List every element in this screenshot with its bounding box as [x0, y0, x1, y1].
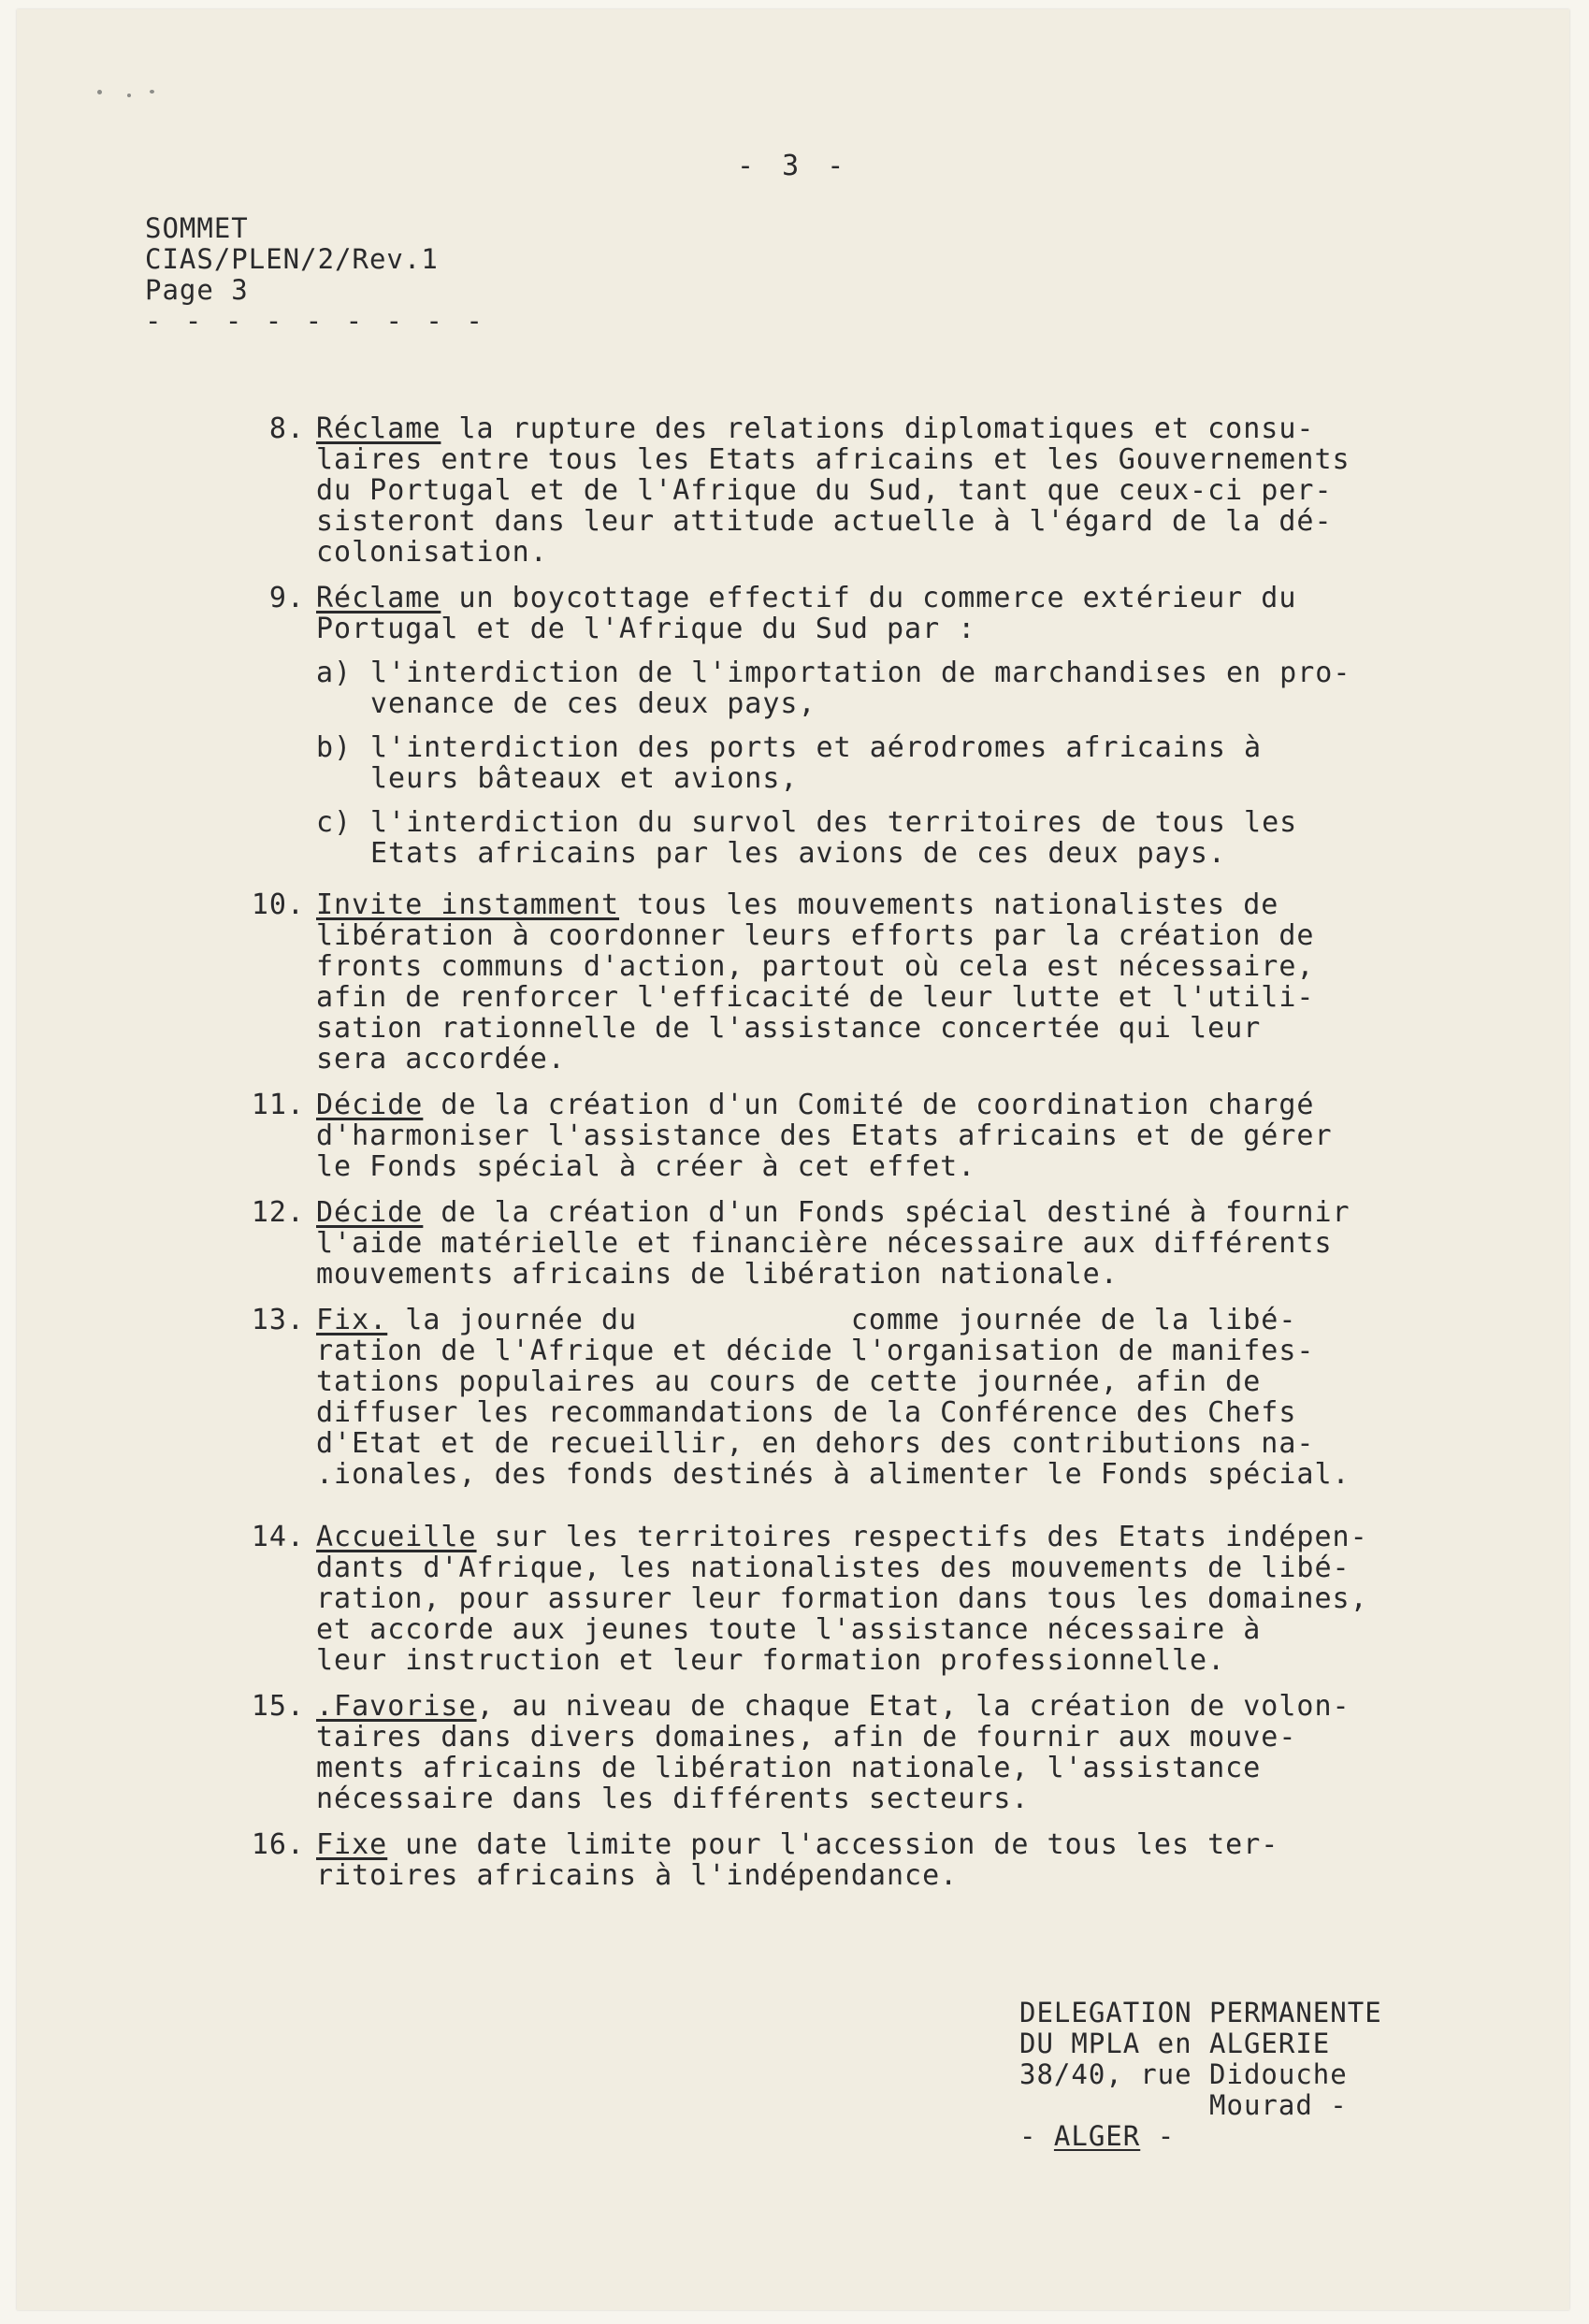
paragraph-line: l'aide matérielle et financière nécessaire aux différents	[316, 1227, 1333, 1260]
paragraph-line: sur les territoires respectifs des Etats indépen-	[476, 1521, 1368, 1553]
paragraph-number: 10.	[251, 888, 305, 921]
paragraph-line: d'Etat et de recueillir, en dehors des contributions na-	[316, 1427, 1315, 1460]
resolution-paragraph	[268, 582, 1495, 870]
resolution-paragraph	[268, 412, 1495, 569]
paragraph-line: mouvements africains de libération nationale.	[316, 1258, 1119, 1291]
paragraph-line: d'harmoniser l'assistance des Etats africains et de gérer	[316, 1119, 1333, 1152]
paragraph-keyword: Réclame	[316, 582, 441, 614]
paragraph-line: afin de renforcer l'efficacité de leur lutte et l'utili-	[316, 981, 1315, 1014]
resolution-paragraph	[251, 1690, 1495, 1815]
sub-item-line: l'interdiction du survol des territoires de tous les	[370, 806, 1298, 839]
resolution-paragraph	[251, 1304, 1495, 1491]
paragraph-number: 8.	[268, 412, 305, 445]
signature-dash-right: -	[1140, 2120, 1176, 2152]
paragraph-line: de la création d'un Fonds spécial destiné à fournir	[423, 1196, 1351, 1229]
paragraph-number: 11.	[251, 1089, 305, 1121]
paragraph-keyword: Décide	[316, 1196, 424, 1229]
paragraph-line: sera accordée.	[316, 1043, 566, 1075]
paragraph-line: tations populaires au cours de cette journée, afin de	[316, 1365, 1262, 1398]
sub-item-label: b)	[316, 731, 353, 764]
paragraph-number: 13.	[251, 1304, 305, 1336]
paragraph-line: dants d'Afrique, les nationalistes des mouvements de libé-	[316, 1552, 1351, 1584]
sub-item-line: Etats africains par les avions de ces deux pays.	[370, 837, 1226, 870]
paragraph-line: tous les mouvements nationalistes de	[619, 888, 1279, 921]
paragraph-text	[316, 1691, 1495, 1814]
paragraph-line: et accorde aux jeunes toute l'assistance nécessaire à	[316, 1613, 1262, 1646]
signature-block	[1019, 1998, 1382, 2152]
paragraph-line: une date limite pour l'accession de tous les ter-	[387, 1828, 1279, 1861]
paragraph-number: 12.	[251, 1196, 305, 1229]
sub-item-line: venance de ces deux pays,	[370, 687, 816, 720]
paragraph-text	[316, 889, 1495, 1075]
resolution-body	[251, 412, 1495, 1906]
paragraph-text	[316, 413, 1495, 568]
paragraph-line: laires entre tous les Etats africains et les Gouvernements	[316, 443, 1351, 476]
paragraph-line: ments africains de libération nationale, l'assistance	[316, 1752, 1262, 1784]
paragraph-number: 14.	[251, 1521, 305, 1553]
paragraph-line: diffuser les recommandations de la Conférence des Chefs	[316, 1396, 1297, 1429]
paragraph-text	[316, 1197, 1495, 1290]
paragraph-line: la rupture des relations diplomatiques et consu-	[441, 412, 1315, 445]
signature-line-1: DELEGATION PERMANENTE	[1019, 1997, 1382, 2028]
paragraph-line: taires dans divers domaines, afin de fournir aux mouve-	[316, 1721, 1297, 1754]
paragraph-line: nécessaire dans les différents secteurs.	[316, 1783, 1030, 1815]
paragraph-text	[316, 1829, 1495, 1891]
header-rule: - - - - - - - - -	[145, 305, 486, 337]
paragraph-number: 9.	[268, 582, 305, 614]
paragraph-line: sisteront dans leur attitude actuelle à l'égard de la dé-	[316, 505, 1333, 538]
paragraph-line: le Fonds spécial à créer à cet effet.	[316, 1150, 976, 1183]
paragraph-keyword: Réclame	[316, 412, 441, 445]
paragraph-line: .ionales, des fonds destinés à alimenter le Fonds spécial.	[316, 1458, 1351, 1491]
paragraph-keyword: Invite instamment	[316, 888, 620, 921]
sub-item	[316, 657, 1495, 720]
sub-item-line: leurs bâteaux et avions,	[370, 762, 799, 795]
sub-item-label: c)	[316, 806, 353, 839]
paragraph-text	[316, 1090, 1495, 1182]
paragraph-line: ration, pour assurer leur formation dans tous les domaines,	[316, 1582, 1368, 1615]
paragraph-text	[316, 583, 1495, 644]
paragraph-line: ritoires africains à l'indépendance.	[316, 1859, 959, 1892]
paragraph-line: sation rationnelle de l'assistance concertée qui leur	[316, 1012, 1262, 1045]
paragraph-keyword: Fix.	[316, 1304, 388, 1336]
resolution-paragraph	[251, 888, 1495, 1075]
resolution-paragraph	[251, 1828, 1495, 1892]
header-line-1: SOMMET	[145, 212, 249, 244]
paragraph-keyword: Accueille	[316, 1521, 477, 1553]
ink-speck	[97, 90, 102, 94]
resolution-paragraph	[251, 1196, 1495, 1291]
signature-line-2: DU MPLA en ALGERIE	[1019, 2028, 1331, 2059]
paragraph-number: 15.	[251, 1690, 305, 1723]
signature-dash-left: -	[1019, 2120, 1054, 2152]
signature-line-5	[1019, 2121, 1382, 2152]
sub-item	[316, 806, 1495, 870]
sub-item	[316, 731, 1495, 795]
page-number: - 3 -	[737, 150, 850, 182]
paragraph-line: fronts communs d'action, partout où cela est nécessaire,	[316, 950, 1315, 983]
paragraph-line: colonisation.	[316, 536, 548, 569]
ink-speck	[127, 94, 131, 97]
resolution-paragraph	[251, 1089, 1495, 1183]
signature-city: ALGER	[1053, 2120, 1141, 2152]
sub-item-line: l'interdiction de l'importation de marchandises en pro-	[370, 657, 1351, 689]
paragraph-line: , au niveau de chaque Etat, la création de volon-	[476, 1690, 1351, 1723]
paragraph-keyword: Décide	[316, 1089, 424, 1121]
paragraph-line: la journée du comme journée de la libé-	[387, 1304, 1297, 1336]
paragraph-keyword: .Favorise	[316, 1690, 477, 1723]
document-page	[17, 9, 1569, 2310]
paragraph-line: ration de l'Afrique et décide l'organisation de manifes-	[316, 1335, 1315, 1367]
ink-speck	[150, 90, 154, 94]
paragraph-number: 16.	[251, 1828, 305, 1861]
resolution-paragraph	[251, 1521, 1495, 1677]
paragraph-line: Portugal et de l'Afrique du Sud par :	[316, 613, 976, 645]
sub-item-label: a)	[316, 657, 353, 689]
sub-item-line: l'interdiction des ports et aérodromes africains à	[370, 731, 1263, 764]
paragraph-text	[316, 1522, 1495, 1676]
paragraph-line: du Portugal et de l'Afrique du Sud, tant que ceux-ci per-	[316, 474, 1333, 507]
header-line-2: CIAS/PLEN/2/Rev.1	[145, 243, 439, 275]
paragraph-keyword: Fixe	[316, 1828, 388, 1861]
paragraph-text	[316, 1305, 1495, 1490]
document-reference-header	[145, 213, 486, 337]
paragraph-line: leur instruction et leur formation professionnelle.	[316, 1644, 1226, 1677]
paragraph-line: un boycottage effectif du commerce extérieur du	[441, 582, 1297, 614]
signature-line-3: 38/40, rue Didouche	[1019, 2058, 1348, 2090]
paragraph-line: de la création d'un Comité de coordination chargé	[423, 1089, 1315, 1121]
signature-line-4: Mourad -	[1019, 2089, 1348, 2121]
header-line-3: Page 3	[145, 274, 249, 306]
paragraph-line: libération à coordonner leurs efforts par la création de	[316, 919, 1315, 952]
